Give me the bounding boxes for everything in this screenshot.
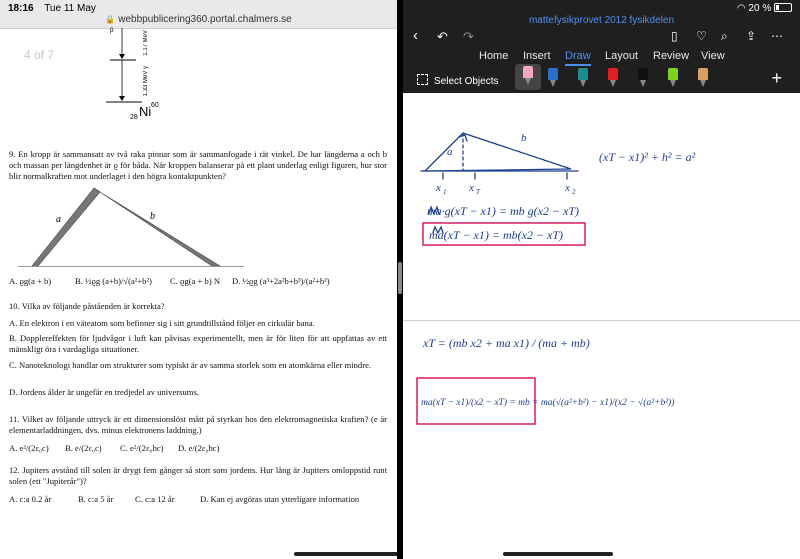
tab-home[interactable]: Home — [479, 50, 509, 62]
ink-eq-ratio: ma(xT − x1)/(x2 − xT) = mb = ma(√(a²+b²) − x1)/(x2 − √(a²+b²)) — [421, 398, 675, 408]
lightbulb-icon[interactable]: ♡ — [696, 29, 707, 43]
tab-layout[interactable]: Layout — [605, 50, 639, 62]
ink-label-a: a — [447, 146, 453, 158]
status-bar-right — [737, 3, 792, 14]
q10-item-c: C. Nanoteknologi handlar om strukturer som typiskt är av samma storlek som en atomkärna eller mindre. — [9, 360, 372, 370]
q12-option-c: C. c:a 12 år — [135, 494, 175, 504]
ink-canvas[interactable] — [403, 93, 800, 559]
phone-view-icon[interactable]: ▯ — [671, 29, 678, 43]
q11-text: 11. Vilket av följande uttryck är ett dimensionslöst mått på styrkan hos den elektromagnetiska kraften? (e är elementarladdningen, dvs. minus elektronens laddning.) — [9, 414, 387, 435]
ink-eq-moment: ma·g(xT − x1) = mb g(x2 − xT) — [427, 204, 580, 218]
lock-icon: 🔒 — [105, 15, 116, 24]
back-icon[interactable]: ‹ — [413, 27, 418, 44]
status-time: 18:16 — [8, 3, 34, 14]
ink-xT-sub: T — [476, 188, 480, 196]
redo-icon[interactable]: ↷ — [463, 29, 474, 44]
highlighter-green-icon[interactable] — [665, 66, 681, 88]
q12-option-a: A. c:a 0.2 år — [9, 494, 52, 504]
q11-option-c: C. e²/(2ε₀hc) — [120, 443, 164, 453]
ink-x1: x — [436, 182, 441, 194]
q10-item-b: B. Dopplereffekten för ljudvågor i luft kan påvisas experimentellt, men är för liten för att uppfattas av ett mänskligt öra i vardagliga situationer. — [9, 333, 387, 354]
nuclide-element: Ni — [139, 104, 152, 119]
pen-black-icon[interactable] — [635, 66, 651, 88]
decay-label-2: 1.33 MeV γ — [143, 66, 149, 97]
status-bar-left — [8, 3, 104, 14]
rod-a-label: a — [56, 214, 61, 225]
q10-item-a: A. En elektron i en väteatom som befinner sig i sitt grundtillstånd följer en cirkulär bana. — [9, 318, 315, 328]
undo-icon[interactable]: ↶ — [437, 29, 448, 44]
ink-eq-xT: xT = (mb x2 + ma x1) / (ma + mb) — [423, 336, 590, 350]
decay-arrowhead-2 — [119, 96, 125, 101]
select-objects-label: Select Objects — [434, 76, 499, 87]
page-indicator: 4 of 7 — [24, 48, 55, 62]
pencil-tool-icon[interactable] — [695, 66, 711, 88]
q9-figure — [30, 186, 240, 266]
tab-draw[interactable]: Draw — [565, 50, 591, 62]
q12-text: 12. Jupiters avstånd till solen är drygt fem gånger så stort som jordens. Hur lång är Jupiters omloppstid runt solen (ett "Jupiterår")? — [9, 465, 387, 486]
safari-pane — [0, 0, 397, 559]
home-indicator-right[interactable] — [503, 552, 613, 556]
document-title[interactable]: mattefysikprovet 2012 fysikdelen — [528, 15, 675, 26]
search-icon[interactable]: ⌕ — [721, 29, 728, 43]
decay-diagram — [100, 28, 220, 123]
eraser-tool-icon[interactable] — [515, 64, 541, 90]
safari-top-bar — [0, 0, 397, 29]
pen-red-icon[interactable] — [605, 66, 621, 88]
status-date: Tue 11 May — [44, 3, 96, 14]
q12-option-d: D. Kan ej avgöras utan ytterligare information — [200, 494, 360, 504]
split-view-handle[interactable] — [398, 262, 402, 294]
q10-item-d: D. Jordens ålder är ungefär en tredjedel av universums. — [9, 387, 199, 397]
select-objects-icon — [417, 74, 428, 85]
nuclide-mass: 60 — [151, 102, 159, 109]
rod-b-label: b — [150, 211, 155, 222]
beta-label: β — [110, 28, 114, 34]
tick-marks-ink — [443, 173, 567, 179]
battery-icon — [774, 3, 792, 12]
q12-option-b: B. c:a 5 år — [78, 494, 114, 504]
share-icon[interactable]: ⇪ — [746, 29, 757, 43]
home-indicator-left[interactable] — [294, 552, 397, 556]
battery-percent: 20 % — [748, 3, 772, 14]
pen-teal-icon[interactable] — [575, 66, 591, 88]
q9-option-a: A. ϱg(a + b) — [9, 276, 52, 286]
tab-review[interactable]: Review — [653, 50, 690, 62]
q11-option-a: A. e²/(2ε₀c) — [9, 443, 49, 453]
q9-option-d: D. ½ϱg (a³+2a²b+b³)/(a²+b²) — [232, 276, 330, 286]
ink-eq-boxed: ma(xT − x1) = mb(x2 − xT) — [429, 228, 564, 242]
decay-arrowhead-1 — [119, 54, 125, 59]
notes-pane — [403, 0, 800, 559]
add-pen-icon[interactable]: + — [771, 68, 782, 88]
q9-option-c: C. ϱg(a + b) N — [170, 276, 221, 286]
tab-view[interactable]: View — [701, 50, 725, 62]
select-objects-button[interactable] — [417, 74, 498, 87]
ink-x2: x — [565, 182, 570, 194]
ground-line — [18, 266, 244, 267]
q9-text: 9. En kropp är sammansatt av två raka pinnar som är sammanfogade i rät vinkel. De har längderna a och b och massan per längdenhet är ϱ för båda. När kroppen balanserar på ett plant underlag enligt figuren, hur stor blir normalkraften mot underlaget i den högra kontaktpunkten? — [9, 149, 387, 181]
ink-label-b: b — [521, 132, 527, 144]
ink-x2-sub: 2 — [572, 188, 576, 196]
rod-a — [32, 188, 100, 266]
more-icon[interactable]: ⋯ — [771, 29, 783, 43]
wifi-icon: ◠ — [736, 3, 746, 14]
q11-option-d: D. e/(2ε₀hc) — [178, 443, 220, 453]
draw-toolbar — [403, 66, 800, 93]
page-break-line — [403, 320, 800, 321]
tab-insert[interactable]: Insert — [523, 50, 551, 62]
q11-option-b: B. e/(2ε₀c) — [65, 443, 102, 453]
nuclide-atomic: 28 — [130, 114, 138, 121]
decay-label-1: 1.17 MeV — [143, 30, 149, 56]
ink-xT: x — [469, 182, 474, 194]
q10-text: 10. Vilka av följande påståenden är korrekta? — [9, 301, 165, 311]
rod-b — [94, 188, 220, 266]
ink-eq-pythagoras: (xT − x1)² + h² = a² — [599, 150, 696, 164]
pen-blue-icon[interactable] — [545, 66, 561, 88]
ink-x1-sub: 1 — [443, 188, 447, 196]
url-text: webbpublicering360.portal.chalmers.se — [118, 14, 292, 25]
address-bar[interactable] — [0, 14, 397, 25]
app-header — [403, 0, 800, 93]
q9-option-b: B. ½ϱg (a+b)/√(a²+b²) — [75, 276, 152, 286]
